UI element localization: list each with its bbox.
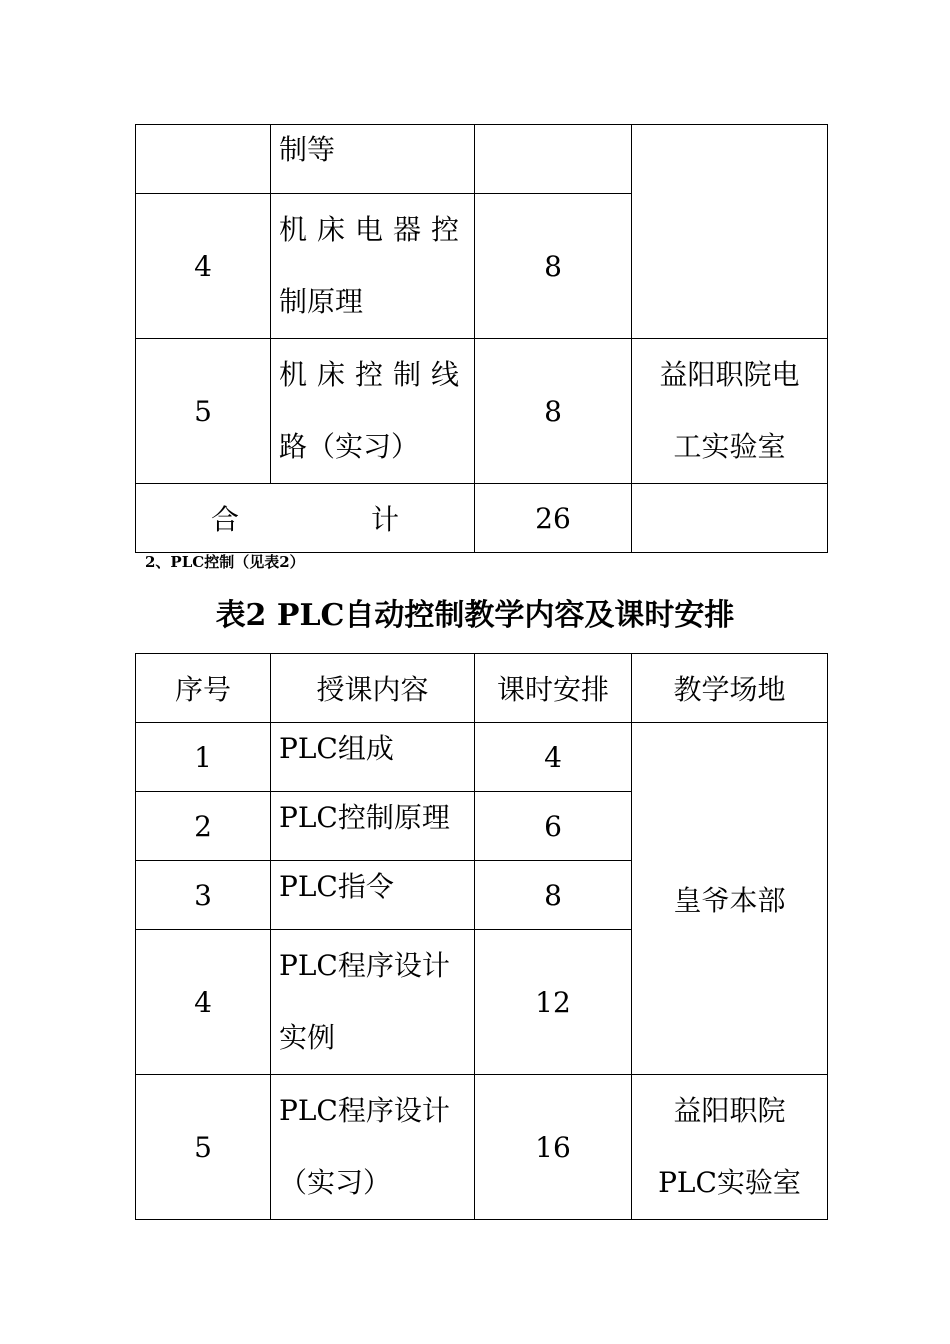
table-2-title: 表2 PLC自动控制教学内容及课时安排 bbox=[215, 598, 735, 633]
total-label-right: 计 bbox=[370, 503, 399, 536]
total-label-left: 合 bbox=[211, 503, 240, 536]
course-content: PLC控制原理 bbox=[271, 792, 475, 861]
content-line: 制等 bbox=[279, 133, 336, 166]
course-hours: 8 bbox=[475, 861, 632, 930]
section-note: 2、PLC控制（见表2） bbox=[145, 553, 305, 571]
course-content bbox=[271, 125, 475, 194]
course-hours: 6 bbox=[475, 792, 632, 861]
total-row bbox=[136, 484, 828, 553]
row-number: 4 bbox=[136, 194, 271, 339]
header-cell: 授课内容 bbox=[271, 654, 475, 723]
course-content bbox=[271, 339, 475, 484]
site-line: PLC实验室 bbox=[658, 1166, 801, 1199]
row-number: 5 bbox=[136, 339, 271, 484]
course-content: PLC指令 bbox=[271, 861, 475, 930]
teaching-site bbox=[632, 339, 828, 484]
header-cell: 序号 bbox=[136, 654, 271, 723]
teaching-site bbox=[632, 125, 828, 339]
teaching-site bbox=[632, 1075, 828, 1220]
content-line: 机床电器控 bbox=[279, 213, 470, 246]
content-line: 路（实习） bbox=[279, 430, 420, 463]
table-row bbox=[136, 339, 828, 484]
site-line: 益阳职院电 bbox=[659, 358, 800, 391]
total-label bbox=[136, 484, 475, 553]
header-cell: 课时安排 bbox=[475, 654, 632, 723]
course-hours: 4 bbox=[475, 723, 632, 792]
table-row bbox=[136, 723, 828, 792]
row-number: 4 bbox=[136, 930, 271, 1075]
header-row bbox=[136, 654, 828, 723]
content-line: 机床控制线 bbox=[279, 358, 470, 391]
course-table-2 bbox=[135, 653, 828, 1220]
table-row bbox=[136, 1075, 828, 1220]
table-row bbox=[136, 125, 828, 194]
total-hours: 26 bbox=[475, 484, 632, 553]
course-table-1 bbox=[135, 124, 828, 553]
row-number: 2 bbox=[136, 792, 271, 861]
row-number: 5 bbox=[136, 1075, 271, 1220]
teaching-site: 皇爷本部 bbox=[632, 723, 828, 1075]
content-line: 制原理 bbox=[279, 285, 364, 318]
content-line: PLC程序设计 bbox=[279, 949, 450, 982]
content-line: 实例 bbox=[279, 1021, 336, 1054]
content-line: （实习） bbox=[279, 1166, 392, 1199]
course-content bbox=[271, 1075, 475, 1220]
row-number: 3 bbox=[136, 861, 271, 930]
site-line: 工实验室 bbox=[673, 430, 786, 463]
total-site bbox=[632, 484, 828, 553]
site-line: 益阳职院 bbox=[673, 1094, 786, 1127]
course-hours: 16 bbox=[475, 1075, 632, 1220]
course-hours: 8 bbox=[475, 194, 632, 339]
row-number bbox=[136, 125, 271, 194]
header-cell: 教学场地 bbox=[632, 654, 828, 723]
course-hours: 8 bbox=[475, 339, 632, 484]
row-number: 1 bbox=[136, 723, 271, 792]
course-content bbox=[271, 194, 475, 339]
course-content: PLC组成 bbox=[271, 723, 475, 792]
content-line: PLC程序设计 bbox=[279, 1094, 450, 1127]
course-hours: 12 bbox=[475, 930, 632, 1075]
course-content bbox=[271, 930, 475, 1075]
course-hours bbox=[475, 125, 632, 194]
